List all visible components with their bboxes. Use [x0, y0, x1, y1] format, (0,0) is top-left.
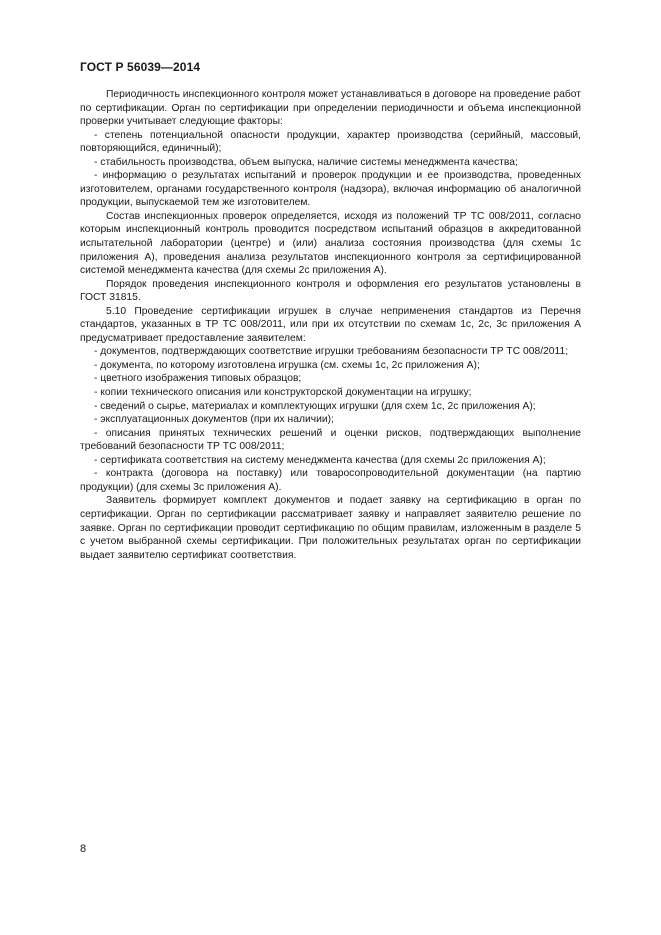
list-item: - цветного изображения типовых образцов;: [94, 373, 302, 385]
list-item: - документов, подтверждающих соответствие игрушки требованиям безопасности ТР ТС 008/2011;: [94, 346, 569, 358]
list-item: - документа, по которому изготовлена игрушка (см. схемы 1с, 2с приложения А);: [94, 359, 480, 371]
list-item: - информацию о результатах испытаний и проверок продукции и ее производства, проведенных изготовителем, органами государственного контроля (надзора), включая информацию об аналогичной продукции, выпускаемой тем же изготовителем.: [80, 170, 581, 209]
body-text: [80, 88, 581, 562]
list-item: - описания принятых технических решений и оценки рисков, подтверждающих выполнение требований безопасности ТР ТС 008/2011;: [80, 427, 581, 453]
paragraph: Состав инспекционных проверок определяется, исходя из положений ТР ТС 008/2011, согласно которым инспекционный контроль проводится посредством испытаний образцов в аккредитованной испытательной лаборатории (центре) и (или) анализа состояния производства (для схемы 1с приложения А), проведения анализа результатов инспекционного контроля за сертифицированной системой менеджмента качества (для схемы 2с приложения А).: [80, 210, 581, 277]
list-item: - копии технического описания или конструкторской документации на игрушку;: [94, 387, 472, 399]
paragraph: Периодичность инспекционного контроля может устанавливаться в договоре на проведение работ по сертификации. Орган по сертификации при определении периодичности и объема инспекционной проверки учитывает следующие факторы:: [80, 89, 581, 128]
list-item: - степень потенциальной опасности продукции, характер производства (серийный, массовый, повторяющийся, единичный);: [80, 129, 581, 155]
list-item: - контракта (договора на поставку) или товаросопроводительной документации (на партию продукции) (для схемы 3с приложения А).: [80, 468, 581, 493]
page-number: 8: [80, 843, 87, 855]
list-item: - сведений о сырье, материалах и комплектующих игрушки (для схем 1с, 2с приложения А);: [94, 400, 536, 412]
paragraph: Порядок проведения инспекционного контроля и оформления его результатов установлены в ГОСТ 31815.: [80, 278, 581, 304]
list-item: - эксплуатационных документов (при их наличии);: [94, 414, 334, 426]
list-item: - сертификата соответствия на систему менеджмента качества (для схемы 2с приложения А);: [94, 454, 546, 466]
section-paragraph: 5.10 Проведение сертификации игрушек в случае неприменения стандартов из Перечня стандартов, указанных в ТР ТС 008/2011, или при их отсутствии по схемам 1с, 2с, 3с приложения А предусматривает предоставление заявителем:: [80, 305, 581, 344]
paragraph: Заявитель формирует комплект документов и подает заявку на сертификацию в орган по сертификации. Орган по сертификации рассматривает заявку и направляет заявителю решение по заявке. Орган по сертификации проводит сертификацию по общим правилам, изложенным в разделе 5 с учетом выбранной схемы сертификации. При положительных результатах орган по сертификации выдает заявителю сертификат соответствия.: [80, 495, 581, 561]
document-header: ГОСТ Р 56039—2014: [80, 60, 201, 74]
list-item: - стабильность производства, объем выпуска, наличие системы менеджмента качества;: [94, 156, 518, 168]
